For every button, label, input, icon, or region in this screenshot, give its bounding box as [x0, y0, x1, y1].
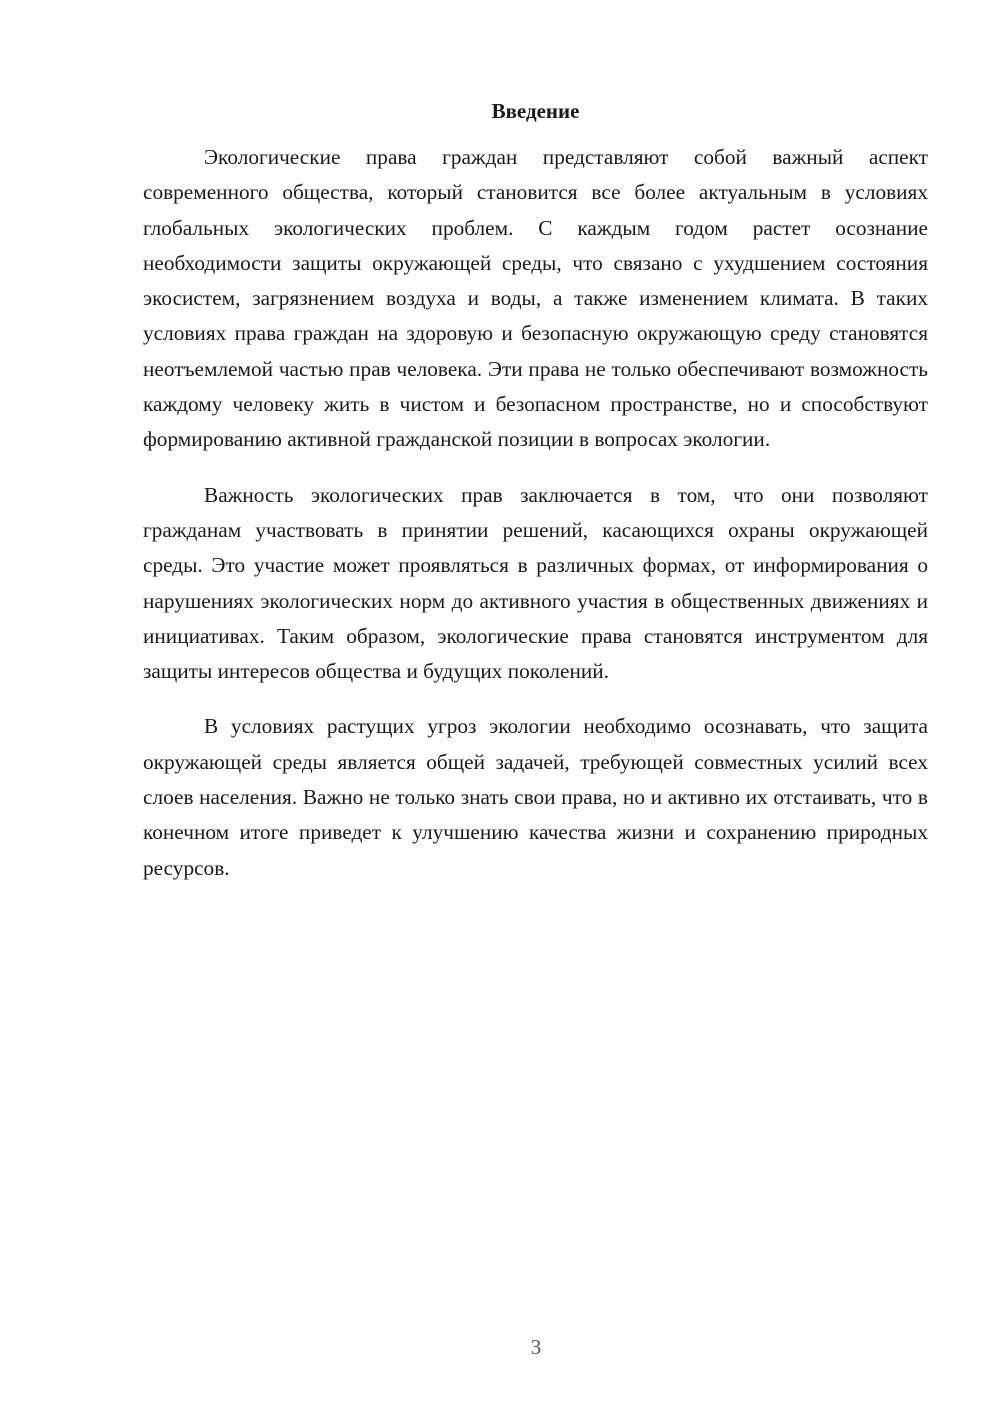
page-content	[143, 96, 928, 906]
page-number: 3	[530, 1335, 542, 1359]
section-heading: Введение	[491, 99, 580, 123]
paragraph-2: Важность экологических прав заключается в том, что они позволяют гражданам участвовать в принятии решений, касающихся охраны окружающей среды. Это участие может проявляться в различных формах, от информирования о нарушениях экологических норм до активного участия в общественных движениях и инициативах. Таким образом, экологические права становятся инструментом для защиты интересов общества и будущих поколений.	[143, 482, 928, 684]
paragraph-3: В условиях растущих угроз экологии необходимо осознавать, что защита окружающей среды является общей задачей, требующей совместных усилий всех слоев населения. Важно не только знать свои права, но и активно их отстаивать, что в конечном итоге приведет к улучшению качества жизни и сохранению природных ресурсов.	[143, 714, 928, 880]
paragraph-1: Экологические права граждан представляют собой важный аспект современного общества, который становится все более актуальным в условиях глобальных экологических проблем. С каждым годом растет осознание необходимости защиты окружающей среды, что связано с ухудшением состояния экосистем, загрязнением воздуха и воды, а также изменением климата. В таких условиях права граждан на здоровую и безопасную окружающую среду становятся неотъемлемой частью прав человека. Эти права не только обеспечивают возможность каждому человеку жить в чистом и безопасном пространстве, но и способствуют формированию активной гражданской позиции в вопросах экологии.	[143, 145, 928, 452]
